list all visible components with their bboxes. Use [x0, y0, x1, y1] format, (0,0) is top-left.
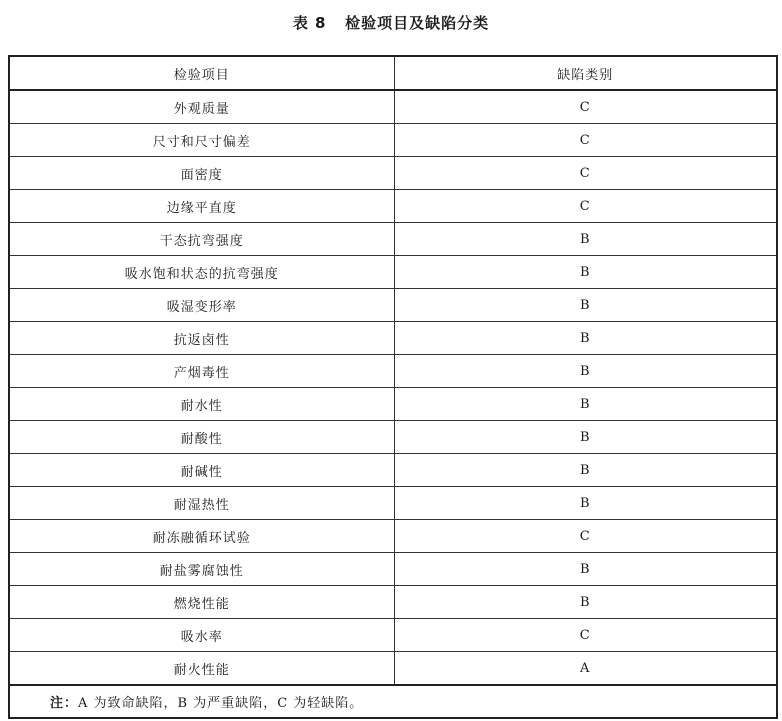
defect-grade-cell: C: [394, 520, 777, 553]
inspection-item-cell: 产烟毒性: [9, 355, 394, 388]
defect-grade-cell: B: [394, 322, 777, 355]
inspection-item-cell: 干态抗弯强度: [9, 223, 394, 256]
table-row: [9, 256, 777, 289]
table-row: [9, 322, 777, 355]
table-row: [9, 553, 777, 586]
table-row: [9, 355, 777, 388]
defect-grade-cell: B: [394, 454, 777, 487]
inspection-item-cell: 尺寸和尺寸偏差: [9, 124, 394, 157]
defect-grade-cell: B: [394, 487, 777, 520]
table-row: [9, 652, 777, 686]
inspection-item-cell: 耐火性能: [9, 652, 394, 686]
inspection-item-cell: 耐冻融循环试验: [9, 520, 394, 553]
table-row: [9, 586, 777, 619]
defect-grade-cell: B: [394, 388, 777, 421]
table-row: [9, 124, 777, 157]
defect-grade-cell: B: [394, 421, 777, 454]
defect-grade-cell: C: [394, 124, 777, 157]
inspection-item-cell: 耐盐雾腐蚀性: [9, 553, 394, 586]
defect-grade-cell: C: [394, 90, 777, 124]
table-row: [9, 289, 777, 322]
table-note-row: [9, 685, 777, 718]
inspection-item-cell: 吸湿变形率: [9, 289, 394, 322]
inspection-item-cell: 耐碱性: [9, 454, 394, 487]
defect-grade-cell: C: [394, 157, 777, 190]
table-row: [9, 190, 777, 223]
defect-grade-cell: B: [394, 223, 777, 256]
table-row: [9, 619, 777, 652]
defect-grade-cell: B: [394, 256, 777, 289]
table-row: [9, 421, 777, 454]
defect-grade-cell: B: [394, 586, 777, 619]
inspection-item-cell: 外观质量: [9, 90, 394, 124]
table-caption: 表 8 检验项目及缺陷分类: [292, 14, 490, 32]
column-header-grade: 缺陷类别: [394, 56, 777, 90]
defect-grade-cell: B: [394, 289, 777, 322]
inspection-item-cell: 吸水饱和状态的抗弯强度: [9, 256, 394, 289]
inspection-item-cell: 耐湿热性: [9, 487, 394, 520]
defect-grade-cell: C: [394, 190, 777, 223]
inspection-item-cell: 面密度: [9, 157, 394, 190]
table-note: [9, 685, 777, 718]
note-text: A 为致命缺陷，B 为严重缺陷，C 为轻缺陷。: [78, 696, 364, 711]
note-label: 注：: [50, 696, 79, 711]
table-row: [9, 487, 777, 520]
inspection-item-cell: 燃烧性能: [9, 586, 394, 619]
defect-grade-cell: B: [394, 355, 777, 388]
inspection-item-cell: 耐酸性: [9, 421, 394, 454]
table-row: [9, 90, 777, 124]
table-row: [9, 157, 777, 190]
defect-grade-cell: C: [394, 619, 777, 652]
inspection-item-cell: 边缘平直度: [9, 190, 394, 223]
defect-grade-cell: A: [394, 652, 777, 686]
table-row: [9, 520, 777, 553]
table-header-row: [9, 56, 777, 90]
inspection-item-cell: 耐水性: [9, 388, 394, 421]
table-row: [9, 388, 777, 421]
table-row: [9, 223, 777, 256]
defect-grade-cell: B: [394, 553, 777, 586]
inspection-defect-table: [8, 55, 778, 719]
inspection-item-cell: 吸水率: [9, 619, 394, 652]
table-row: [9, 454, 777, 487]
inspection-item-cell: 抗返卤性: [9, 322, 394, 355]
column-header-item: 检验项目: [9, 56, 394, 90]
